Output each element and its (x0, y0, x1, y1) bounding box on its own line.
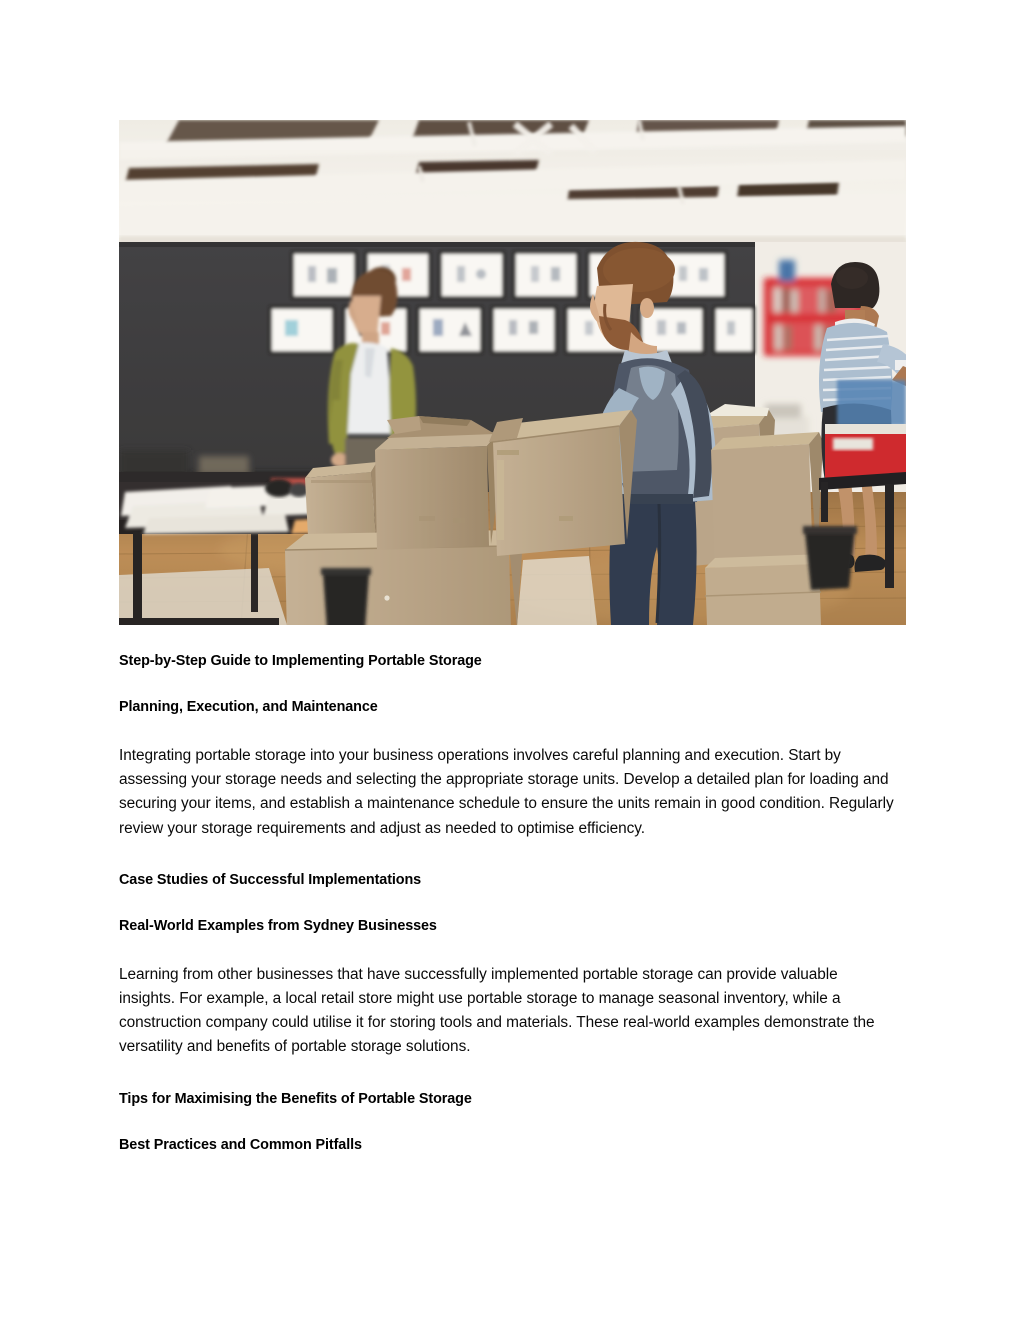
photo-illustration (119, 120, 906, 625)
office-moving-photo (119, 120, 906, 625)
heading-best-practices-pitfalls: Best Practices and Common Pitfalls (119, 1136, 362, 1153)
heading-planning-execution-maintenance: Planning, Execution, and Maintenance (119, 699, 378, 715)
heading-tips-maximising-benefits: Tips for Maximising the Benefits of Portable Storage (119, 1090, 472, 1107)
paragraph-planning: Integrating portable storage into your business operations involves careful planning and execution. Start by assessing your storage needs and selecting the appropriate storage units. Develop a detailed plan for loading and securing your items, and establish a maintenance schedule to ensure the units remain in good condition. Regularly review your storage requirements and adjust as needed to optimise efficiency. (119, 747, 894, 837)
paragraph-case-studies: Learning from other businesses that have successfully implemented portable storage can provide valuable insights. For example, a local retail store might use portable storage to manage seasonal inventory, while a construction company could utilise it for storing tools and materials. These real-world examples demonstrate the versatility and benefits of portable storage solutions. (119, 965, 875, 1056)
heading-real-world-examples: Real-World Examples from Sydney Businesses (119, 917, 437, 934)
heading-step-by-step-guide: Step-by-Step Guide to Implementing Portable Storage (119, 653, 482, 669)
article-body (119, 652, 894, 1182)
heading-case-studies: Case Studies of Successful Implementations (119, 871, 422, 888)
